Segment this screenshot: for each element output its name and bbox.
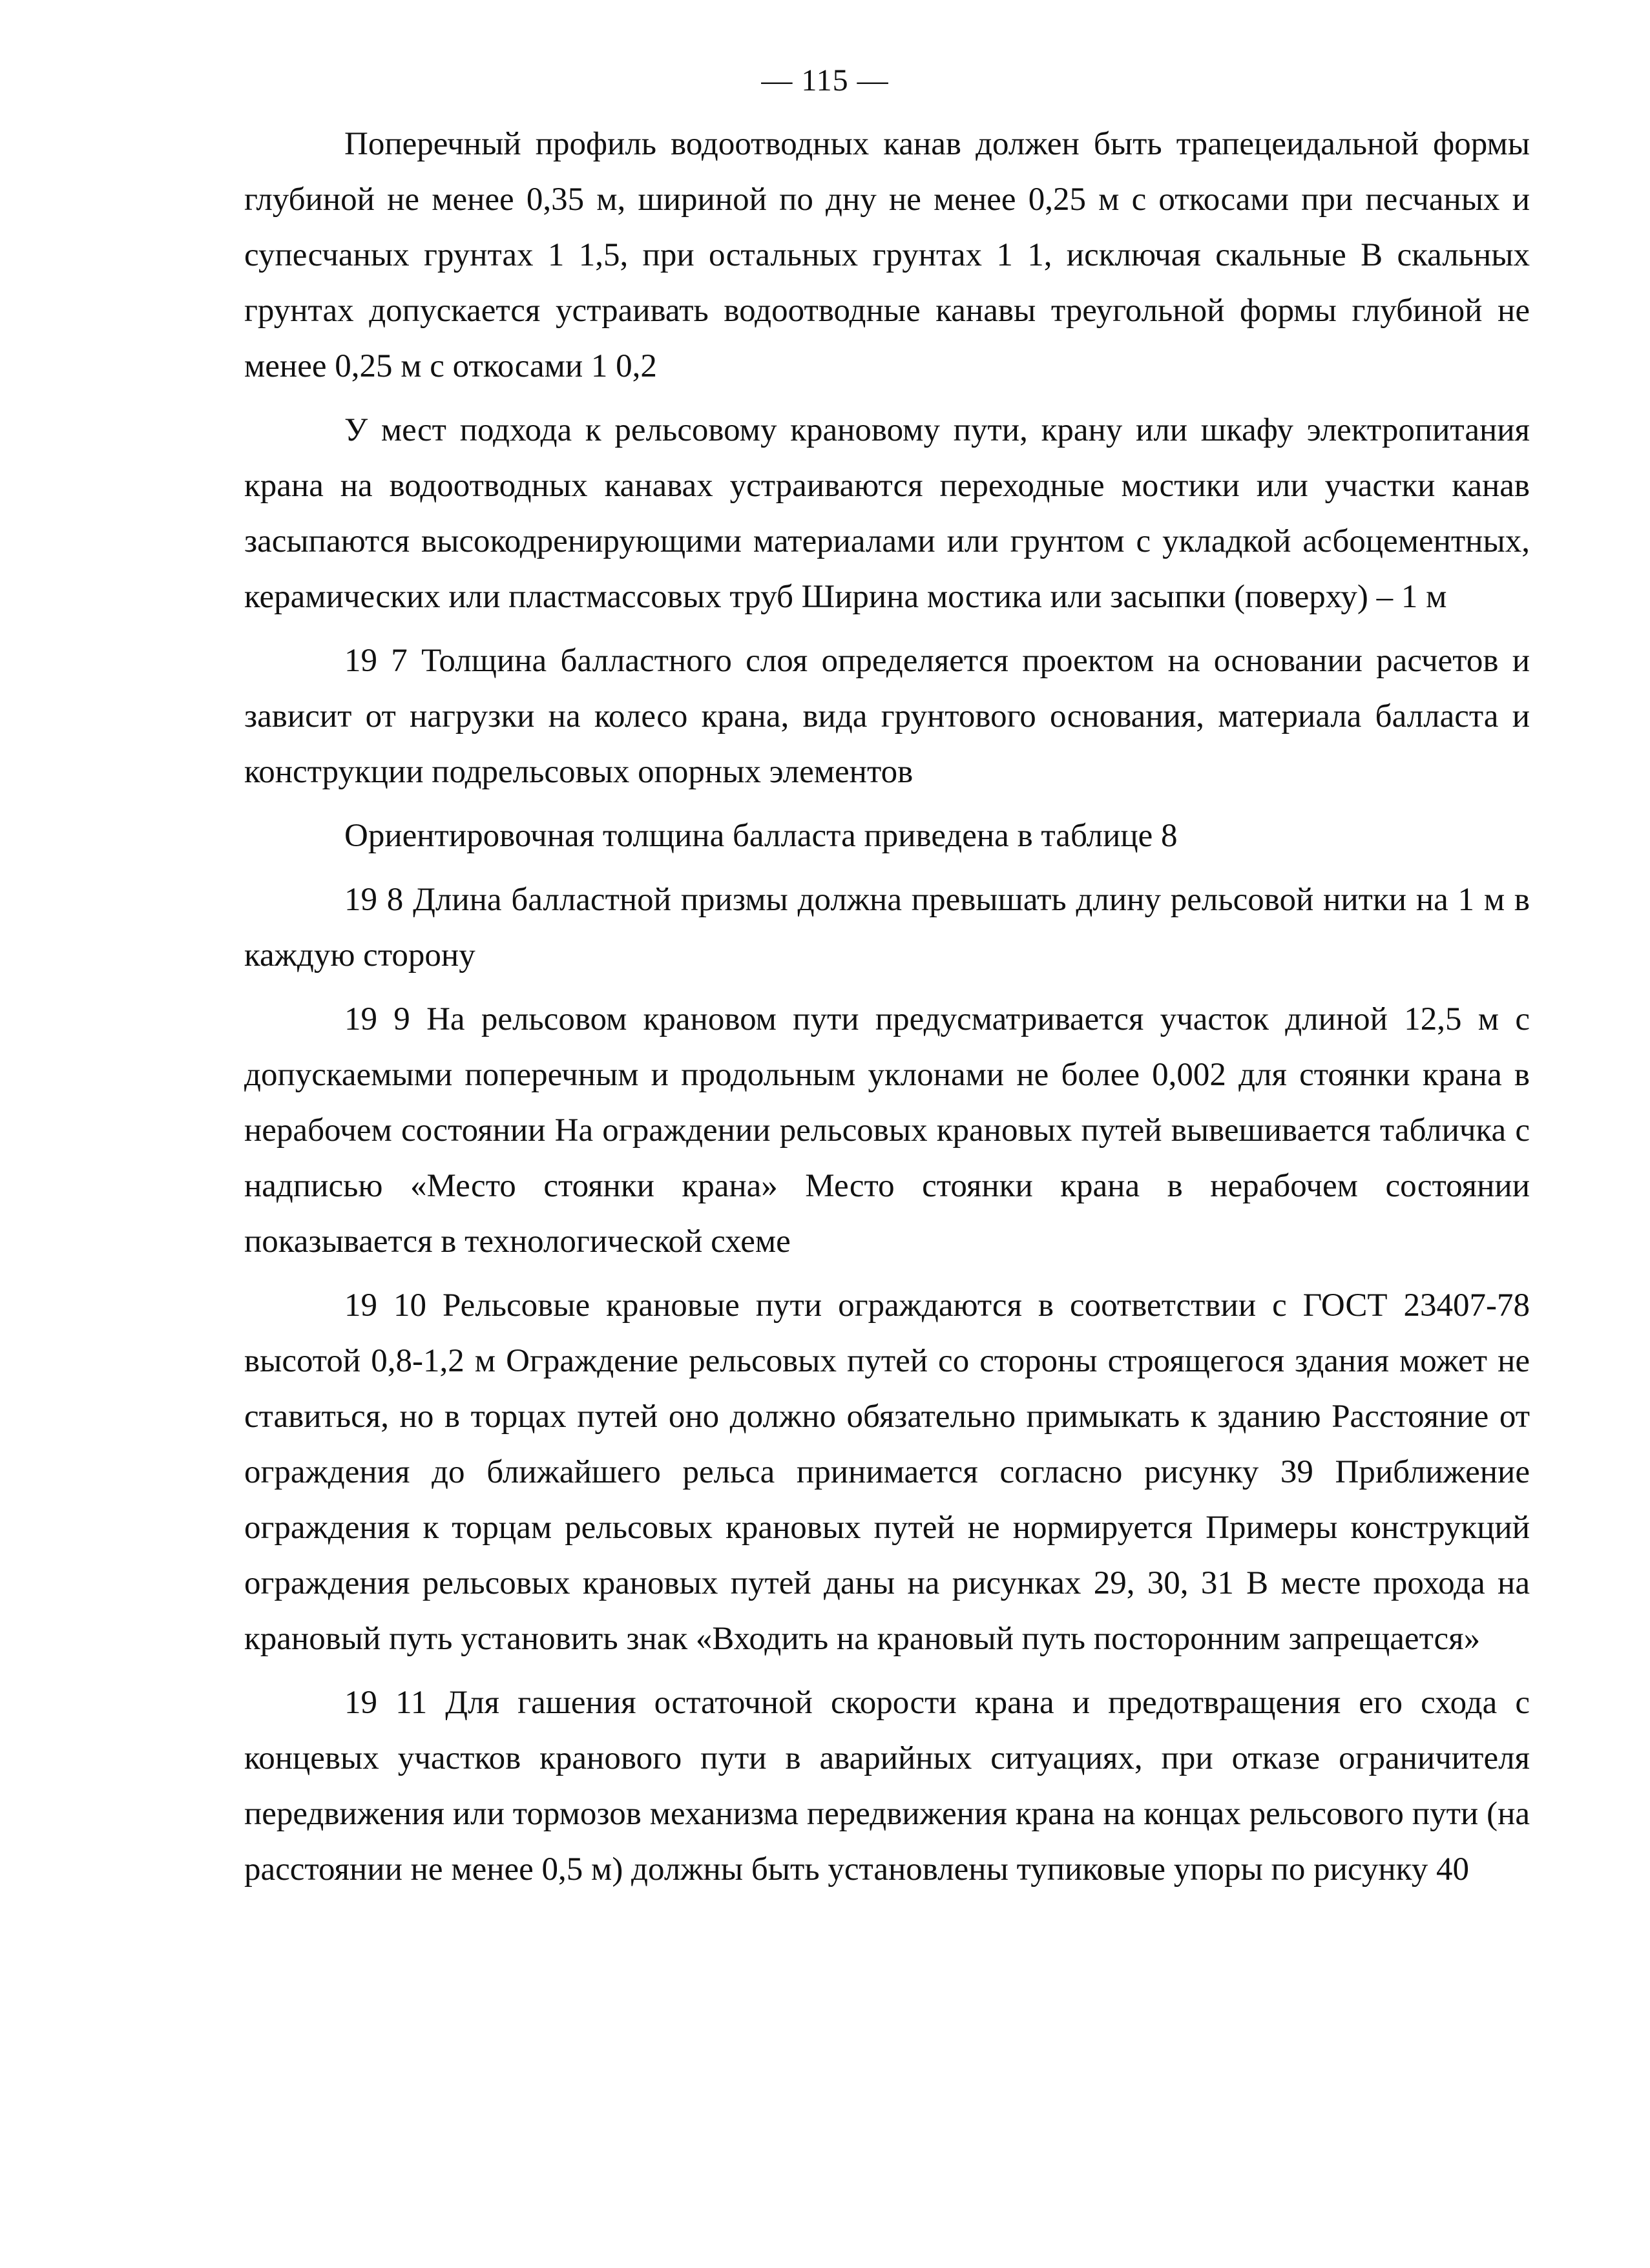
- paragraph-drainage-profile: Поперечный профиль водоотводных канав должен быть трапецеидальной формы глубиной не менее 0,35 м, шириной по дну не менее 0,25 м с откосами при песчаных и супесчаных грунтах 1 1,5, при остальных грунтах 1 1, исключая скальные В скальных грунтах допускается устраивать водоотводные канавы треугольной формы глубиной не менее 0,25 м с откосами 1 0,2: [244, 126, 1530, 384]
- paragraph-table-8-ref: Ориентировочная толщина балласта приведена в таблице 8: [344, 818, 1178, 854]
- paragraph-19-8: 19 8 Длина балластной призмы должна превышать длину рельсовой нитки на 1 м в каждую сторону: [244, 882, 1530, 973]
- paragraph-19-7: 19 7 Толщина балластного слоя определяется проектом на основании расчетов и зависит от нагрузки на колесо крана, вида грунтового основания, материала балласта и конструкции подрельсовых опорных элементов: [244, 643, 1530, 790]
- body-text: [244, 116, 1530, 1906]
- page-number: — 115 —: [761, 63, 889, 98]
- paragraph-bridges: У мест подхода к рельсовому крановому пути, крану или шкафу электропитания крана на водоотводных канавах устраиваются переходные мостики или участки канав засыпаются высокодренирующими материалами или грунтом с укладкой асбоцементных, керамических или пластмассовых труб Ширина мостика или засыпки (поверху) – 1 м: [244, 412, 1530, 615]
- paragraph-19-9: 19 9 На рельсовом крановом пути предусматривается участок длиной 12,5 м с допускаемыми поперечным и продольным уклонами не более 0,002 для стоянки крана в нерабочем состоянии На ограждении рельсовых крановых путей вывешивается табличка с надписью «Место стоянки крана» Место стоянки крана в нерабочем состоянии показывается в технологической схеме: [244, 1001, 1530, 1260]
- paragraph-19-11: 19 11 Для гашения остаточной скорости крана и предотвращения его схода с концевых участков кранового пути в аварийных ситуациях, при отказе ограничителя передвижения или тормозов механизма передвижения крана на концах рельсового пути (на расстоянии не менее 0,5 м) должны быть установлены тупиковые упоры по рисунку 40: [244, 1685, 1530, 1888]
- paragraph-19-10: 19 10 Рельсовые крановые пути ограждаются в соответствии с ГОСТ 23407-78 высотой 0,8-1,2 м Ограждение рельсовых путей со стороны строящегося здания может не ставиться, но в торцах путей оно должно обязательно примыкать к зданию Расстояние от ограждения до ближайшего рельса принимается согласно рисунку 39 Приближение ограждения к торцам рельсовых крановых путей не нормируется Примеры конструкций ограждения рельсовых крановых путей даны на рисунках 29, 30, 31 В месте прохода на крановый путь установить знак «Входить на крановый путь посторонним запрещается»: [244, 1287, 1530, 1657]
